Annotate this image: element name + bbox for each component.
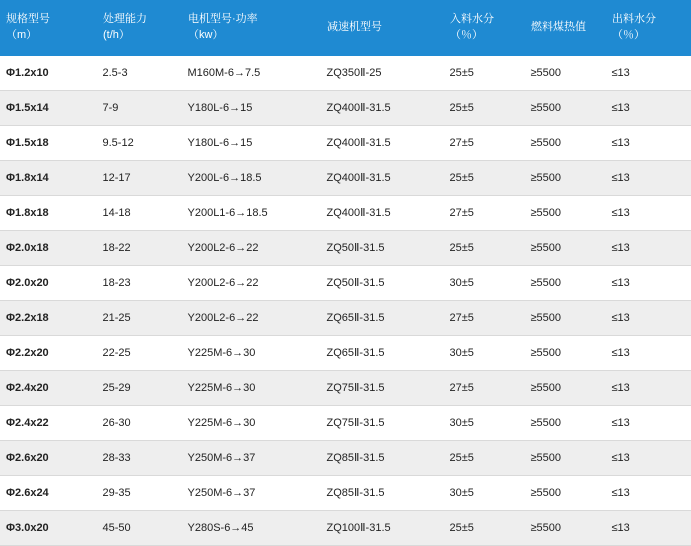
cell-capacity: 21-25 xyxy=(97,301,182,336)
cell-motor: Y225M-6→30 xyxy=(182,406,321,441)
cell-inlet-moisture: 25±5 xyxy=(444,231,525,266)
cell-capacity: 9.5-12 xyxy=(97,126,182,161)
column-header-inlet-moisture-line1: 入料水分 xyxy=(450,13,494,26)
cell-fuel-calorific: ≥5500 xyxy=(525,371,606,406)
column-header-model-line1: 规格型号 xyxy=(6,13,50,26)
column-header-outlet-moisture-line2: （％） xyxy=(612,29,645,41)
cell-motor: Y200L2-6→22 xyxy=(182,266,321,301)
table-row xyxy=(0,476,691,511)
column-header-outlet-moisture xyxy=(606,0,691,56)
column-header-model-line2: （m） xyxy=(6,29,38,41)
cell-fuel-calorific: ≥5500 xyxy=(525,406,606,441)
cell-model: Φ2.0x20 xyxy=(0,266,97,301)
cell-model: Φ2.2x20 xyxy=(0,336,97,371)
table-header-row xyxy=(0,0,691,56)
cell-motor: Y200L-6→18.5 xyxy=(182,161,321,196)
column-header-capacity-line1: 处理能力 xyxy=(103,13,147,26)
column-header-model xyxy=(0,0,97,56)
cell-model: Φ3.0x20 xyxy=(0,511,97,546)
cell-capacity: 26-30 xyxy=(97,406,182,441)
cell-reducer: ZQ50Ⅱ-31.5 xyxy=(321,266,444,301)
cell-inlet-moisture: 30±5 xyxy=(444,406,525,441)
cell-motor: Y280S-6→45 xyxy=(182,511,321,546)
cell-outlet-moisture: ≤13 xyxy=(606,511,691,546)
cell-capacity: 14-18 xyxy=(97,196,182,231)
cell-inlet-moisture: 27±5 xyxy=(444,371,525,406)
cell-inlet-moisture: 27±5 xyxy=(444,196,525,231)
cell-outlet-moisture: ≤13 xyxy=(606,126,691,161)
cell-outlet-moisture: ≤13 xyxy=(606,266,691,301)
cell-motor: Y200L1-6→18.5 xyxy=(182,196,321,231)
cell-fuel-calorific: ≥5500 xyxy=(525,196,606,231)
cell-reducer: ZQ65Ⅱ-31.5 xyxy=(321,301,444,336)
cell-reducer: ZQ85Ⅱ-31.5 xyxy=(321,441,444,476)
cell-capacity: 22-25 xyxy=(97,336,182,371)
cell-reducer: ZQ400Ⅱ-31.5 xyxy=(321,91,444,126)
cell-inlet-moisture: 30±5 xyxy=(444,476,525,511)
cell-motor: Y200L2-6→22 xyxy=(182,301,321,336)
cell-reducer: ZQ85Ⅱ-31.5 xyxy=(321,476,444,511)
column-header-fuel-calorific-line1: 燃料煤热值 xyxy=(531,21,586,34)
cell-motor: Y225M-6→30 xyxy=(182,336,321,371)
cell-outlet-moisture: ≤13 xyxy=(606,196,691,231)
cell-inlet-moisture: 25±5 xyxy=(444,56,525,91)
cell-capacity: 7-9 xyxy=(97,91,182,126)
table-row xyxy=(0,266,691,301)
cell-capacity: 12-17 xyxy=(97,161,182,196)
table-row xyxy=(0,301,691,336)
cell-inlet-moisture: 30±5 xyxy=(444,266,525,301)
column-header-inlet-moisture xyxy=(444,0,525,56)
cell-motor: Y250M-6→37 xyxy=(182,441,321,476)
cell-fuel-calorific: ≥5500 xyxy=(525,161,606,196)
cell-outlet-moisture: ≤13 xyxy=(606,161,691,196)
cell-reducer: ZQ50Ⅱ-31.5 xyxy=(321,231,444,266)
cell-inlet-moisture: 30±5 xyxy=(444,336,525,371)
cell-motor: Y225M-6→30 xyxy=(182,371,321,406)
table-header xyxy=(0,0,691,56)
column-header-reducer-line1: 减速机型号 xyxy=(327,21,382,34)
column-header-motor xyxy=(182,0,321,56)
column-header-outlet-moisture-line1: 出料水分 xyxy=(612,13,656,26)
table-row xyxy=(0,91,691,126)
cell-model: Φ1.5x14 xyxy=(0,91,97,126)
cell-outlet-moisture: ≤13 xyxy=(606,91,691,126)
cell-motor: Y200L2-6→22 xyxy=(182,231,321,266)
cell-outlet-moisture: ≤13 xyxy=(606,406,691,441)
table-row xyxy=(0,56,691,91)
cell-fuel-calorific: ≥5500 xyxy=(525,511,606,546)
cell-inlet-moisture: 25±5 xyxy=(444,161,525,196)
cell-outlet-moisture: ≤13 xyxy=(606,231,691,266)
cell-reducer: ZQ400Ⅱ-31.5 xyxy=(321,161,444,196)
cell-model: Φ1.8x18 xyxy=(0,196,97,231)
cell-fuel-calorific: ≥5500 xyxy=(525,441,606,476)
cell-outlet-moisture: ≤13 xyxy=(606,336,691,371)
column-header-motor-line2: （kw） xyxy=(188,29,224,41)
table-row xyxy=(0,336,691,371)
cell-capacity: 45-50 xyxy=(97,511,182,546)
cell-model: Φ2.4x20 xyxy=(0,371,97,406)
cell-motor: M160M-6→7.5 xyxy=(182,56,321,91)
column-header-capacity-line2: (t/h） xyxy=(103,29,130,41)
cell-reducer: ZQ75Ⅱ-31.5 xyxy=(321,406,444,441)
cell-fuel-calorific: ≥5500 xyxy=(525,126,606,161)
table-row xyxy=(0,231,691,266)
cell-fuel-calorific: ≥5500 xyxy=(525,231,606,266)
cell-outlet-moisture: ≤13 xyxy=(606,301,691,336)
column-header-capacity xyxy=(97,0,182,56)
cell-inlet-moisture: 25±5 xyxy=(444,441,525,476)
cell-outlet-moisture: ≤13 xyxy=(606,441,691,476)
cell-capacity: 25-29 xyxy=(97,371,182,406)
cell-reducer: ZQ400Ⅱ-31.5 xyxy=(321,196,444,231)
cell-reducer: ZQ75Ⅱ-31.5 xyxy=(321,371,444,406)
column-header-inlet-moisture-line2: （％） xyxy=(450,29,483,41)
cell-inlet-moisture: 25±5 xyxy=(444,91,525,126)
cell-fuel-calorific: ≥5500 xyxy=(525,56,606,91)
cell-fuel-calorific: ≥5500 xyxy=(525,266,606,301)
cell-capacity: 18-23 xyxy=(97,266,182,301)
cell-model: Φ1.5x18 xyxy=(0,126,97,161)
table-row xyxy=(0,196,691,231)
table-row xyxy=(0,406,691,441)
cell-model: Φ2.6x20 xyxy=(0,441,97,476)
cell-outlet-moisture: ≤13 xyxy=(606,476,691,511)
column-header-reducer xyxy=(321,0,444,56)
table-body xyxy=(0,56,691,546)
cell-model: Φ2.2x18 xyxy=(0,301,97,336)
column-header-fuel-calorific xyxy=(525,0,606,56)
cell-model: Φ1.2x10 xyxy=(0,56,97,91)
cell-motor: Y250M-6→37 xyxy=(182,476,321,511)
cell-model: Φ1.8x14 xyxy=(0,161,97,196)
cell-motor: Y180L-6→15 xyxy=(182,91,321,126)
cell-capacity: 18-22 xyxy=(97,231,182,266)
cell-reducer: ZQ350Ⅱ-25 xyxy=(321,56,444,91)
cell-outlet-moisture: ≤13 xyxy=(606,371,691,406)
cell-capacity: 2.5-3 xyxy=(97,56,182,91)
column-header-motor-line1: 电机型号·功率 xyxy=(188,13,258,26)
cell-capacity: 28-33 xyxy=(97,441,182,476)
cell-fuel-calorific: ≥5500 xyxy=(525,301,606,336)
cell-capacity: 29-35 xyxy=(97,476,182,511)
table-row xyxy=(0,511,691,546)
cell-model: Φ2.0x18 xyxy=(0,231,97,266)
cell-fuel-calorific: ≥5500 xyxy=(525,91,606,126)
cell-inlet-moisture: 25±5 xyxy=(444,511,525,546)
cell-fuel-calorific: ≥5500 xyxy=(525,476,606,511)
cell-reducer: ZQ100Ⅱ-31.5 xyxy=(321,511,444,546)
cell-model: Φ2.4x22 xyxy=(0,406,97,441)
cell-fuel-calorific: ≥5500 xyxy=(525,336,606,371)
table-row xyxy=(0,371,691,406)
table-row xyxy=(0,441,691,476)
cell-inlet-moisture: 27±5 xyxy=(444,126,525,161)
table-row xyxy=(0,161,691,196)
cell-reducer: ZQ65Ⅱ-31.5 xyxy=(321,336,444,371)
cell-reducer: ZQ400Ⅱ-31.5 xyxy=(321,126,444,161)
cell-outlet-moisture: ≤13 xyxy=(606,56,691,91)
cell-inlet-moisture: 27±5 xyxy=(444,301,525,336)
cell-motor: Y180L-6→15 xyxy=(182,126,321,161)
cell-model: Φ2.6x24 xyxy=(0,476,97,511)
table-row xyxy=(0,126,691,161)
